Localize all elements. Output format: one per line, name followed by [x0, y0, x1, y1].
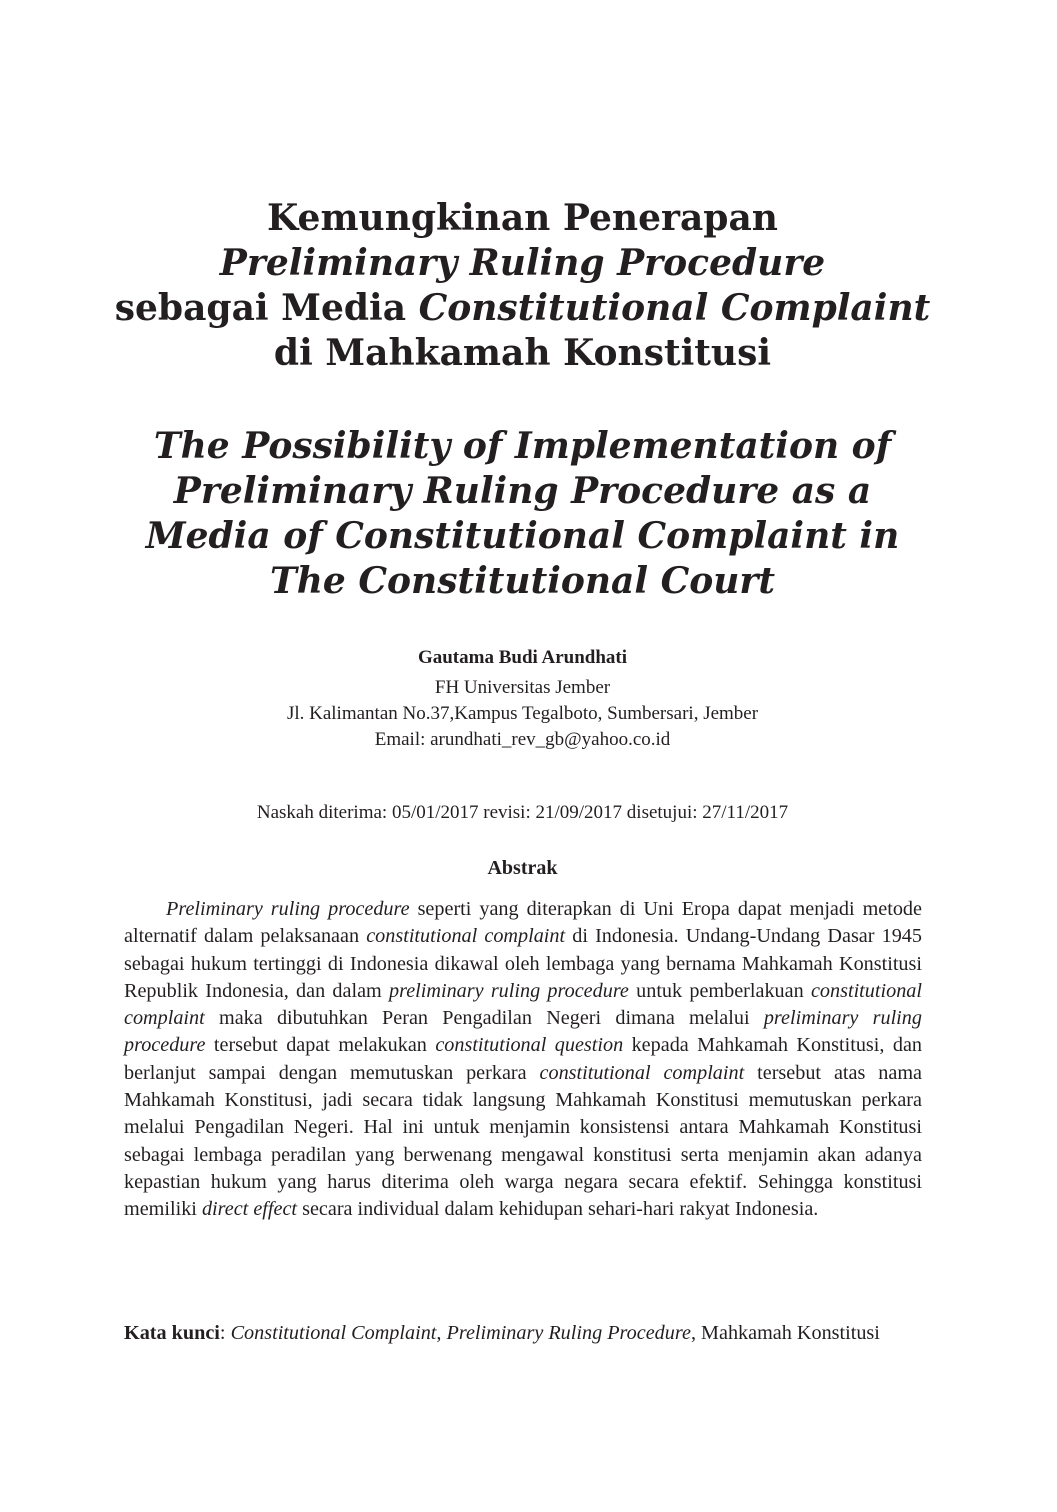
title-en-line-2: Preliminary Ruling Procedure as a: [173, 470, 872, 512]
abstract-term: Preliminary ruling procedure: [166, 898, 410, 920]
abstract-text: seperti yang diterapkan di Uni Eropa dapat menjadi metode alternatif dalam pelaksanaan: [124, 898, 922, 948]
keywords-separator: ,: [436, 1322, 447, 1344]
abstract-heading: Abstrak: [487, 857, 558, 879]
title-en-line-3: Media of Constitutional Complaint in: [145, 515, 900, 557]
abstract-text: di Indonesia. Undang-Undang Dasar 1945 sebagai hukum tertinggi di Indonesia dikawal oleh lembaga yang bernama Mahkamah Konstitusi Republik Indonesia, dan dalam: [124, 925, 922, 1002]
submission-dates: Naskah diterima: 05/01/2017 revisi: 21/09/2017 disetujui: 27/11/2017: [256, 802, 789, 823]
keywords: [124, 1320, 922, 1347]
author-name: Gautama Budi Arundhati: [417, 647, 628, 668]
author-email: Email: arundhati_rev_gb@yahoo.co.id: [374, 729, 671, 750]
abstract-term: constitutional complaint: [124, 979, 922, 1030]
title-id-line-1: Kemungkinan Penerapan: [267, 197, 778, 239]
keyword-item: Constitutional Complaint: [230, 1322, 437, 1344]
title-en-line-4: The Constitutional Court: [269, 560, 776, 602]
title-indonesian: [100, 196, 945, 376]
title-id-line-3-prefix: sebagai Media: [114, 287, 419, 329]
title-id-line-3-italic: Constitutional Complaint: [418, 287, 931, 329]
abstract-text: maka dibutuhkan Peran Pengadilan Negeri dimana melalui: [204, 1007, 764, 1030]
title-id-line-3: [100, 286, 945, 331]
abstract-term: constitutional question: [435, 1034, 624, 1057]
abstract-body: [124, 896, 922, 1224]
abstract-text: tersebut dapat melakukan: [205, 1034, 436, 1057]
author-affiliation: FH Universitas Jember: [434, 677, 611, 698]
abstract-term: constitutional complaint: [539, 1061, 745, 1084]
keywords-label: Kata kunci: [124, 1322, 220, 1344]
abstract-text: tersebut atas nama Mahkamah Konstitusi, jadi secara tidak langsung Mahkamah Konstitusi memutuskan perkara melalui Pengadilan Negeri. Hal ini untuk menjamin konsistensi antara Mahkamah Konstitusi sebagai lembaga peradilan yang berwenang mengawal konstitusi serta menjamin akan adanya kepastian hukum yang harus diterima oleh warga negara secara efektif. Sehingga konstitusi memiliki: [124, 1061, 922, 1221]
title-id-line-4: di Mahkamah Konstitusi: [273, 332, 772, 374]
abstract-term: constitutional complaint: [366, 925, 566, 948]
author-address: Jl. Kalimantan No.37,Kampus Tegalboto, Sumbersari, Jember: [286, 703, 759, 724]
keywords-rest: , Mahkamah Konstitusi: [690, 1322, 880, 1344]
author-block: [100, 645, 945, 753]
keywords-colon: :: [219, 1322, 231, 1344]
abstract-text: secara individual dalam kehidupan sehari-hari rakyat Indonesia.: [297, 1198, 819, 1221]
abstract-term: preliminary ruling procedure: [389, 979, 629, 1002]
abstract-text: kepada Mahkamah Konstitusi, dan berlanjut sampai dengan memutuskan perkara: [124, 1034, 922, 1084]
abstract-text: untuk pemberlakuan: [628, 979, 811, 1002]
title-english: [100, 424, 945, 604]
title-en-line-1: The Possibility of Implementation of: [153, 425, 892, 467]
title-id-italic-term: Preliminary Ruling Procedure: [219, 242, 826, 284]
title-id-line-2: [100, 241, 945, 286]
abstract-term: direct effect: [201, 1198, 298, 1221]
abstract-term: preliminary ruling procedure: [124, 1007, 922, 1057]
keyword-item: Preliminary Ruling Procedure: [446, 1322, 691, 1344]
